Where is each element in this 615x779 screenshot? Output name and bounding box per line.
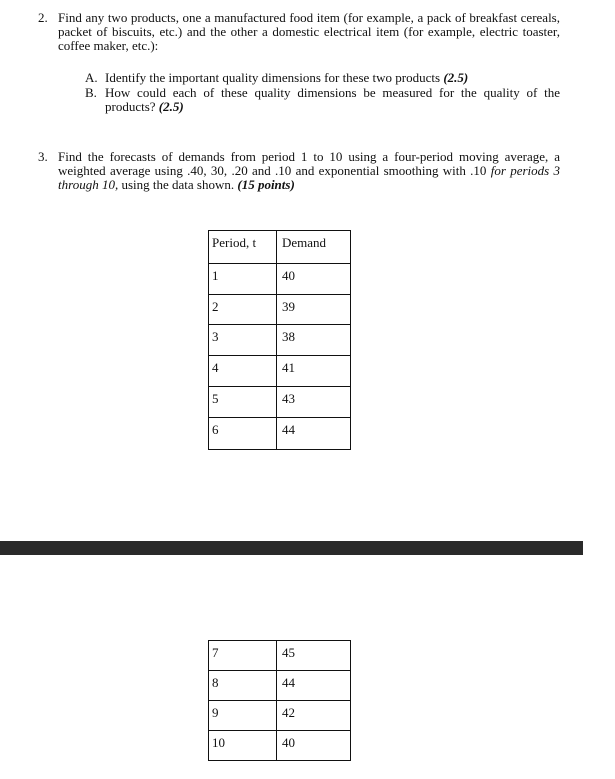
demand-cell: 44 (277, 671, 351, 701)
table-row (209, 325, 351, 356)
table-row (209, 418, 351, 450)
demand-cell: 43 (277, 387, 351, 418)
demand-cell: 44 (277, 418, 351, 450)
question-2 (38, 11, 560, 53)
period-cell: 9 (209, 701, 277, 731)
period-cell: 8 (209, 671, 277, 701)
table-row (209, 641, 351, 671)
text-line: Find any two products, one a manufactured food item (for example, a pack of breakfast cereals, (58, 10, 560, 25)
period-cell: 10 (209, 731, 277, 761)
period-cell: 6 (209, 418, 277, 450)
table-row (209, 701, 351, 731)
demand-cell: 38 (277, 325, 351, 356)
period-cell: 7 (209, 641, 277, 671)
demand-cell: 40 (277, 264, 351, 295)
text-line: packet of biscuits, etc.) and the other a domestic electrical item (for example, electric toaster, (58, 24, 560, 39)
period-cell: 3 (209, 325, 277, 356)
demand-cell: 40 (277, 731, 351, 761)
table-row (209, 356, 351, 387)
period-cell: 1 (209, 264, 277, 295)
demand-cell: 42 (277, 701, 351, 731)
header-period: Period, t (209, 231, 277, 264)
period-cell: 5 (209, 387, 277, 418)
text-segment: using the data shown. (118, 177, 238, 192)
page-break-bar (0, 541, 583, 555)
part-text: Identify the important quality dimensions for these two products (105, 70, 444, 85)
question-3 (38, 150, 560, 192)
demand-table-top (208, 230, 351, 450)
part-points: (2.5) (158, 99, 184, 114)
period-cell: 4 (209, 356, 277, 387)
table-row (209, 671, 351, 701)
question-number: 2. (38, 10, 48, 25)
table-row (209, 264, 351, 295)
demand-cell: 39 (277, 295, 351, 325)
text-italic-segment: for periods 3 through 10, (58, 163, 560, 192)
demand-cell: 45 (277, 641, 351, 671)
question-text (58, 11, 560, 53)
table-header-row (209, 231, 351, 264)
part-letter: B. (85, 85, 97, 100)
question-2-part-a (85, 71, 560, 85)
table-row (209, 731, 351, 761)
question-points: (15 points) (237, 177, 295, 192)
period-cell: 2 (209, 295, 277, 325)
header-demand: Demand (277, 231, 351, 264)
question-number: 3. (38, 149, 48, 164)
part-points: (2.5) (443, 70, 469, 85)
table-row (209, 387, 351, 418)
part-letter: A. (85, 70, 98, 85)
question-text (58, 150, 560, 192)
demand-table-bottom (208, 640, 351, 761)
table-row (209, 295, 351, 325)
question-2-part-b (85, 86, 560, 114)
demand-cell: 41 (277, 356, 351, 387)
part-text: How could each of these quality dimensions be measured for the quality of the products? (105, 85, 560, 114)
text-segment: Find the forecasts of demands from period 1 to 10 using a four-period moving average, a weighted average using .40, 30, .20 and .10 and exponential smoothing with .10 (58, 149, 560, 178)
text-line: coffee maker, etc.): (58, 38, 159, 53)
